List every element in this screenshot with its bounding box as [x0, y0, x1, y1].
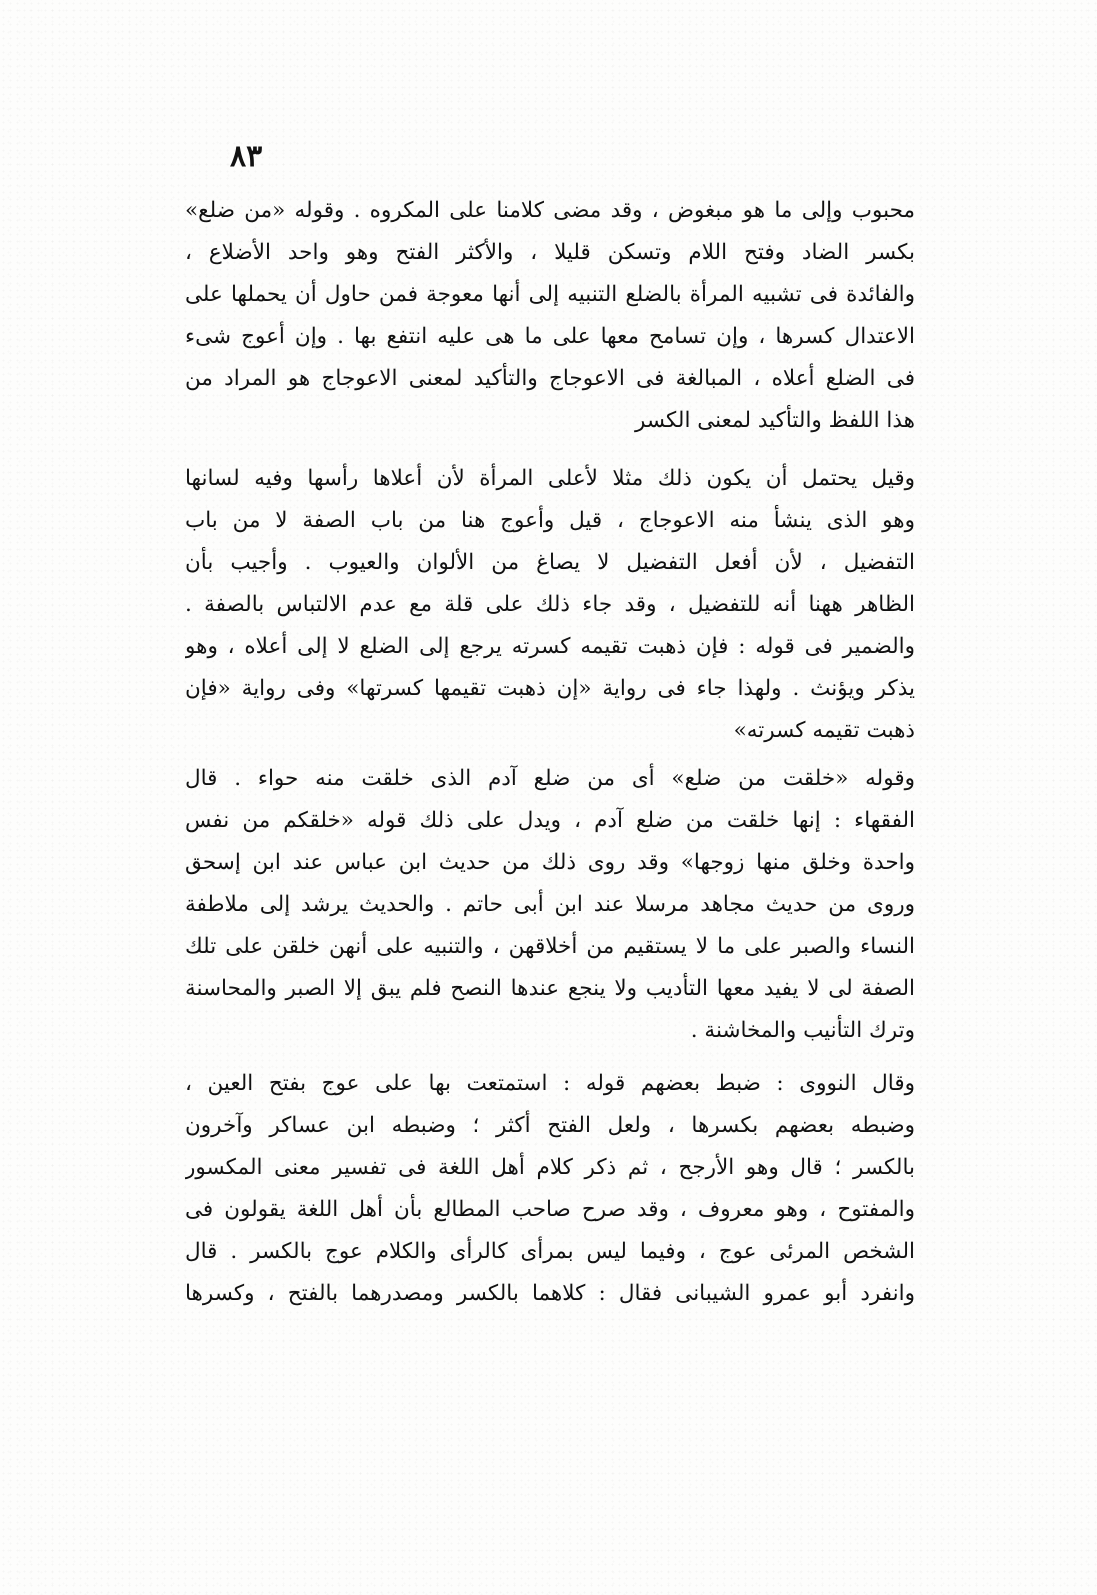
text-line: وقال النووى : ضبط بعضهم قوله : استمتعت بها على عوج بفتح العين ، [185, 1071, 915, 1096]
text-line: النساء والصبر على ما لا يستقيم من أخلاقهن ، والتنبيه على أنهن خلقن على تلك [185, 934, 915, 959]
text-line: الصفة لى لا يفيد معها التأديب ولا ينجع عندها النصح فلم يبق إلا الصبر والمحاسنة [185, 976, 915, 1001]
text-line: يذكر ويؤنث . ولهذا جاء فى رواية «إن ذهبت تقيمها كسرتها» وفى رواية «فإن [185, 676, 915, 701]
text-line: هذا اللفظ والتأكيد لمعنى الكسر [634, 408, 915, 433]
text-line: وهو الذى ينشأ منه الاعوجاج ، قيل وأعوج هنا من باب الصفة لا من باب [185, 508, 915, 533]
text-line: واحدة وخلق منها زوجها» وقد روى ذلك من حديث ابن عباس عند ابن إسحق [185, 850, 915, 875]
paragraph-2 [185, 458, 915, 752]
text-line: الاعتدال كسرها ، وإن تسامح معها على ما هى عليه انتفع بها . وإن أعوج شىء [185, 324, 915, 349]
paragraph-3 [185, 758, 915, 1052]
text-line: ذهبت تقيمه كسرته» [733, 718, 915, 743]
text-line: وترك التأنيب والمخاشنة . [690, 1018, 915, 1043]
text-line: الظاهر ههنا أنه للتفضيل ، وقد جاء ذلك على قلة مع عدم الالتباس بالصفة . [185, 592, 915, 617]
text-line: محبوب وإلى ما هو مبغوض ، وقد مضى كلامنا على المكروه . وقوله «من ضلع» [185, 198, 915, 223]
text-line: وضبطه بعضهم بكسرها ، ولعل الفتح أكثر ؛ وضبطه ابن عساكر وآخرون [185, 1113, 915, 1138]
text-line: والمفتوح ، وهو معروف ، وقد صرح صاحب المطالع بأن أهل اللغة يقولون فى [185, 1197, 915, 1222]
text-line: وقوله «خلقت من ضلع» أى من ضلع آدم الذى خلقت منه حواء . قال [185, 766, 915, 791]
text-line: التفضيل ، لأن أفعل التفضيل لا يصاغ من الألوان والعيوب . وأجيب بأن [185, 550, 915, 575]
paragraph-4 [185, 1063, 915, 1315]
text-line: بكسر الضاد وفتح اللام وتسكن قليلا ، والأكثر الفتح وهو واحد الأضلاع ، [185, 240, 915, 265]
text-line: فى الضلع أعلاه ، المبالغة فى الاعوجاج والتأكيد لمعنى الاعوجاج هو المراد من [185, 366, 915, 391]
text-line: وروى من حديث مجاهد مرسلا عند ابن أبى حاتم . والحديث يرشد إلى ملاطفة [185, 892, 915, 917]
text-line: الشخص المرئى عوج ، وفيما ليس بمرأى كالرأى والكلام عوج بالكسر . قال [185, 1239, 915, 1264]
page-number: ٨٣ [230, 139, 263, 174]
text-line: والضمير فى قوله : فإن ذهبت تقيمه كسرته يرجع إلى الضلع لا إلى أعلاه ، وهو [185, 634, 915, 659]
text-line: وانفرد أبو عمرو الشيبانى فقال : كلاهما بالكسر ومصدرهما بالفتح ، وكسرها [185, 1281, 915, 1306]
paragraph-1 [185, 190, 915, 442]
text-line: الفقهاء : إنها خلقت من ضلع آدم ، ويدل على ذلك قوله «خلقكم من نفس [185, 808, 915, 833]
text-line: وقيل يحتمل أن يكون ذلك مثلا لأعلى المرأة لأن أعلاها رأسها وفيه لسانها [185, 466, 915, 491]
text-line: والفائدة فى تشبيه المرأة بالضلع التنبيه إلى أنها معوجة فمن حاول أن يحملها على [185, 282, 915, 307]
text-line: بالكسر ؛ قال وهو الأرجح ، ثم ذكر كلام أهل اللغة فى تفسير معنى المكسور [185, 1155, 915, 1180]
